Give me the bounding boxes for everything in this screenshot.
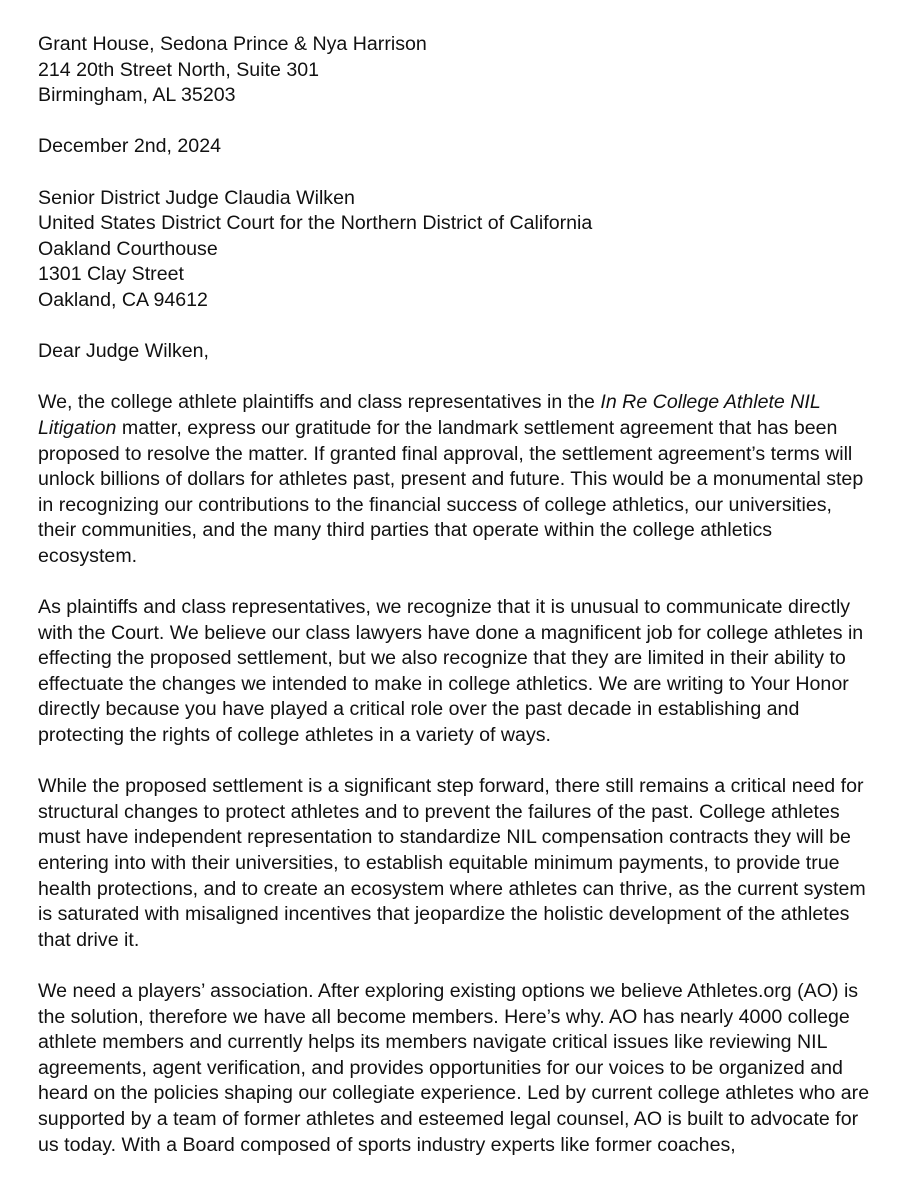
recipient-address-block xyxy=(38,186,878,314)
paragraph-line: their communities, and the many third parties that operate within the college athletics xyxy=(38,519,773,542)
sender-address-line1: 214 20th Street North, Suite 301 xyxy=(38,58,320,81)
paragraph-line: us today. With a Board composed of sports industry experts like former coaches, xyxy=(38,1133,736,1156)
paragraph-line: supported by a team of former athletes and esteemed legal counsel, AO is built to advocate for xyxy=(38,1107,859,1130)
paragraph-line: entering into with their universities, to establish equitable minimum payments, to provide true xyxy=(38,852,840,874)
paragraph-line: We need a players’ association. After exploring existing options we believe Athletes.org (AO) is xyxy=(38,979,859,1002)
paragraph-line: is saturated with misaligned incentives that jeopardize the holistic development of the athletes xyxy=(38,903,850,926)
paragraph-line: health protections, and to create an ecosystem where athletes can thrive, as the current system xyxy=(38,877,866,900)
paragraph-line xyxy=(38,390,878,416)
paragraph-line: protecting the rights of college athletes in a variety of ways. xyxy=(38,724,551,747)
case-name-italic: Litigation xyxy=(38,416,117,439)
paragraph-text: matter, express our gratitude for the landmark settlement agreement that has been xyxy=(116,416,838,439)
recipient-courthouse: Oakland Courthouse xyxy=(38,237,218,260)
recipient-city: Oakland, CA 94612 xyxy=(38,288,208,311)
paragraph-line: proposed to resolve the matter. If granted final approval, the settlement agreement’s terms will xyxy=(38,442,853,465)
recipient-street: 1301 Clay Street xyxy=(38,263,184,286)
paragraph-2 xyxy=(38,595,878,749)
paragraph-line: directly because you have played a critical role over the past decade in establishing and xyxy=(38,698,800,721)
paragraph-line: effecting the proposed settlement, but we also recognize that they are limited in their ability to xyxy=(38,647,846,670)
letter-page xyxy=(38,32,878,1158)
paragraph-line xyxy=(38,416,878,442)
recipient-name: Senior District Judge Claudia Wilken xyxy=(38,186,355,209)
paragraph-line: must have independent representation to standardize NIL compensation contracts they will be xyxy=(38,826,851,849)
paragraph-line: structural changes to protect athletes and to prevent the failures of the past. College athletes xyxy=(38,800,840,823)
sender-address-block xyxy=(38,32,878,109)
paragraph-line: with the Court. We believe our class lawyers have done a magnificent job for college athletes in xyxy=(38,621,864,644)
paragraph-4 xyxy=(38,979,878,1158)
paragraph-line: effectuate the changes we intended to make in college athletics. We are writing to Your Honor xyxy=(38,672,849,695)
paragraph-line: unlock billions of dollars for athletes past, present and future. This would be a monumental step xyxy=(38,468,864,491)
paragraph-text: We, the college athlete plaintiffs and class representatives in the xyxy=(38,391,601,414)
paragraph-line: agreements, agent verification, and provides opportunities for our voices to be organized and xyxy=(38,1056,843,1079)
paragraph-line: ecosystem. xyxy=(38,544,138,567)
paragraph-line: the solution, therefore we have all become members. Here’s why. AO has nearly 4000 college xyxy=(38,1005,850,1028)
sender-names: Grant House, Sedona Prince & Nya Harrison xyxy=(38,33,427,55)
paragraph-line: in recognizing our contributions to the financial success of college athletics, our universities, xyxy=(38,493,832,516)
recipient-court: United States District Court for the Northern District of California xyxy=(38,212,593,235)
salutation: Dear Judge Wilken, xyxy=(38,340,209,363)
paragraph-line: As plaintiffs and class representatives, we recognize that it is unusual to communicate directly xyxy=(38,596,851,619)
paragraph-line: While the proposed settlement is a significant step forward, there still remains a critical need for xyxy=(38,775,864,798)
sender-address-line2: Birmingham, AL 35203 xyxy=(38,84,236,107)
paragraph-line: heard on the policies shaping our collegiate experience. Led by current college athletes who are xyxy=(38,1082,870,1105)
paragraph-line: athlete members and currently helps its members navigate critical issues like reviewing NIL xyxy=(38,1031,828,1054)
case-name-italic: In Re College Athlete NIL xyxy=(600,391,821,414)
letter-date: December 2nd, 2024 xyxy=(38,135,221,158)
paragraph-1 xyxy=(38,390,878,569)
paragraph-line: that drive it. xyxy=(38,928,140,951)
paragraph-3 xyxy=(38,774,878,953)
